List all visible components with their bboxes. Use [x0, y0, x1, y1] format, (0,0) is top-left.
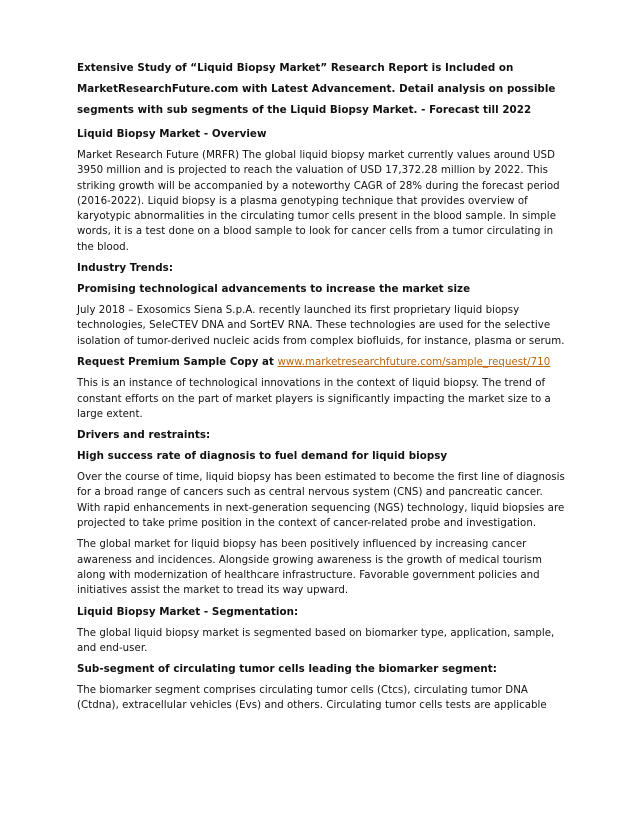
sample-request-label: Request Premium Sample Copy at [77, 356, 278, 368]
industry-trends-heading: Industry Trends: [77, 262, 173, 275]
industry-trends-subheading: Promising technological advancements to increase the market size [77, 283, 471, 296]
drivers-subheading: High success rate of diagnosis to fuel demand for liquid biopsy [77, 450, 448, 463]
drivers-heading: Drivers and restraints: [77, 429, 211, 442]
sample-request-line [77, 355, 569, 370]
segmentation-subheading: Sub-segment of circulating tumor cells leading the biomarker segment: [77, 663, 497, 676]
segmentation-paragraph-2: The biomarker segment comprises circulating tumor cells (Ctcs), circulating tumor DNA (Ctdna), extracellular vehicles (Evs) and others. Circulating tumor cells tests are applicable [77, 685, 547, 712]
drivers-paragraph-2: The global market for liquid biopsy has been positively influenced by increasing cancer awareness and incidences. Alongside growing awareness is the growth of medical tourism along with modernization of healthcare infrastructure. Favorable government policies and initiatives assist the market to tread its way upward. [77, 539, 542, 597]
segmentation-heading: Liquid Biopsy Market - Segmentation: [77, 605, 299, 618]
industry-trends-paragraph: July 2018 – Exosomics Siena S.p.A. recently launched its first proprietary liquid biopsy technologies, SeleCTEV DNA and SortEV RNA. These technologies are used for the selective isolation of tumor-derived nucleic acids from complex biofluids, for instance, plasma or serum. [77, 305, 565, 347]
overview-heading: Liquid Biopsy Market - Overview [77, 128, 267, 140]
segmentation-paragraph: The global liquid biopsy market is segmented based on biomarker type, application, sample, and end-user. [77, 627, 555, 654]
drivers-paragraph-1: Over the course of time, liquid biopsy has been estimated to become the first line of diagnosis for a broad range of cancers such as central nervous system (CNS) and pancreatic cancer. With rapid enhancements in next-generation sequencing (NGS) technology, liquid biopsies are projected to take prime position in the context of cancer-related probe and investigation. [77, 472, 565, 530]
sample-request-paragraph: This is an instance of technological innovations in the context of liquid biopsy. The trend of constant efforts on the part of market players is significantly impacting the market size to a large extent. [77, 378, 551, 420]
document-page [77, 58, 569, 720]
overview-paragraph: Market Research Future (MRFR) The global liquid biopsy market currently values around USD 3950 million and is projected to reach the valuation of USD 17,372.28 million by 2022. This striking growth will be accompanied by a noteworthy CAGR of 28% during the forecast period (2016-2022). Liquid biopsy is a plasma genotyping technique that provides overview of karyotypic abnormalities in the circulating tumor cells present in the blood sample. In simple words, it is a test done on a blood sample to look for cancer cells from a tumor circulating in the blood. [77, 150, 560, 253]
document-title: Extensive Study of “Liquid Biopsy Market” Research Report is Included on MarketResearchFuture.com with Latest Advancement. Detail analysis on possible segments with sub segments of the Liquid Biopsy Market. - Forecast till 2022 [77, 62, 556, 116]
sample-request-link[interactable]: www.marketresearchfuture.com/sample_request/710 [277, 356, 551, 368]
